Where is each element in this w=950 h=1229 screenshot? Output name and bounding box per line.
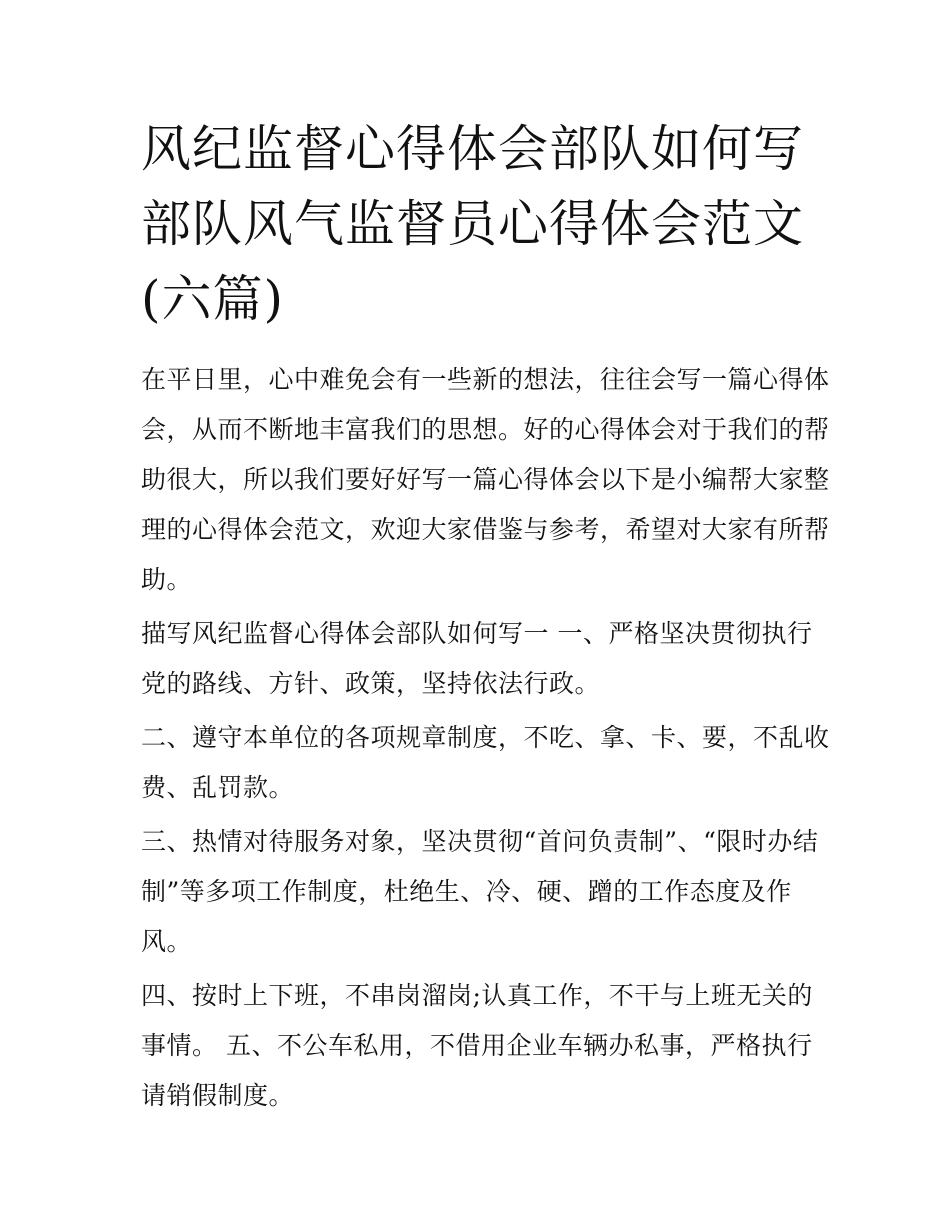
text-line: 助很大，所以我们要好好写一篇心得体会以下是小编帮大家整 bbox=[141, 465, 830, 494]
title-line: (六篇) bbox=[141, 270, 285, 328]
section-three-paragraph bbox=[141, 817, 821, 967]
text-line: 理的心得体会范文，欢迎大家借鉴与参考，希望对大家有所帮 bbox=[141, 515, 830, 544]
section-four-paragraph bbox=[141, 971, 821, 1121]
text-line: 三、热情对待服务对象，坚决贯彻“首问负责制”、“限时办结 bbox=[141, 827, 819, 856]
text-line: 在平日里，心中难免会有一些新的想法，往往会写一篇心得体 bbox=[141, 365, 830, 394]
text-line: 会，从而不断地丰富我们的思想。好的心得体会对于我们的帮 bbox=[141, 415, 830, 444]
text-line: 事情。 五、不公车私用，不借用企业车辆办私事，严格执行 bbox=[141, 1031, 813, 1060]
text-line: 二、遵守本单位的各项规章制度，不吃、拿、卡、要，不乱收 bbox=[141, 723, 830, 752]
text-line: 助。 bbox=[141, 565, 193, 594]
text-line: 党的路线、方针、政策，坚持依法行政。 bbox=[141, 669, 601, 698]
text-line: 费、乱罚款。 bbox=[141, 773, 295, 802]
section-one-paragraph bbox=[141, 609, 821, 709]
document-title bbox=[141, 112, 821, 337]
title-line: 风纪监督心得体会部队如何写 bbox=[141, 120, 804, 178]
intro-paragraph bbox=[141, 355, 830, 605]
text-line: 风。 bbox=[141, 927, 193, 956]
title-line: 部队风气监督员心得体会范文 bbox=[141, 195, 804, 253]
text-line: 请销假制度。 bbox=[141, 1081, 295, 1110]
section-two-paragraph bbox=[141, 713, 830, 813]
text-line: 制”等多项工作制度，杜绝生、冷、硬、蹭的工作态度及作 bbox=[141, 877, 792, 906]
document-content bbox=[141, 112, 830, 1125]
text-line: 描写风纪监督心得体会部队如何写一 一、严格坚决贯彻执行 bbox=[141, 619, 813, 648]
text-line: 四、按时上下班，不串岗溜岗;认真工作，不干与上班无关的 bbox=[141, 981, 813, 1010]
